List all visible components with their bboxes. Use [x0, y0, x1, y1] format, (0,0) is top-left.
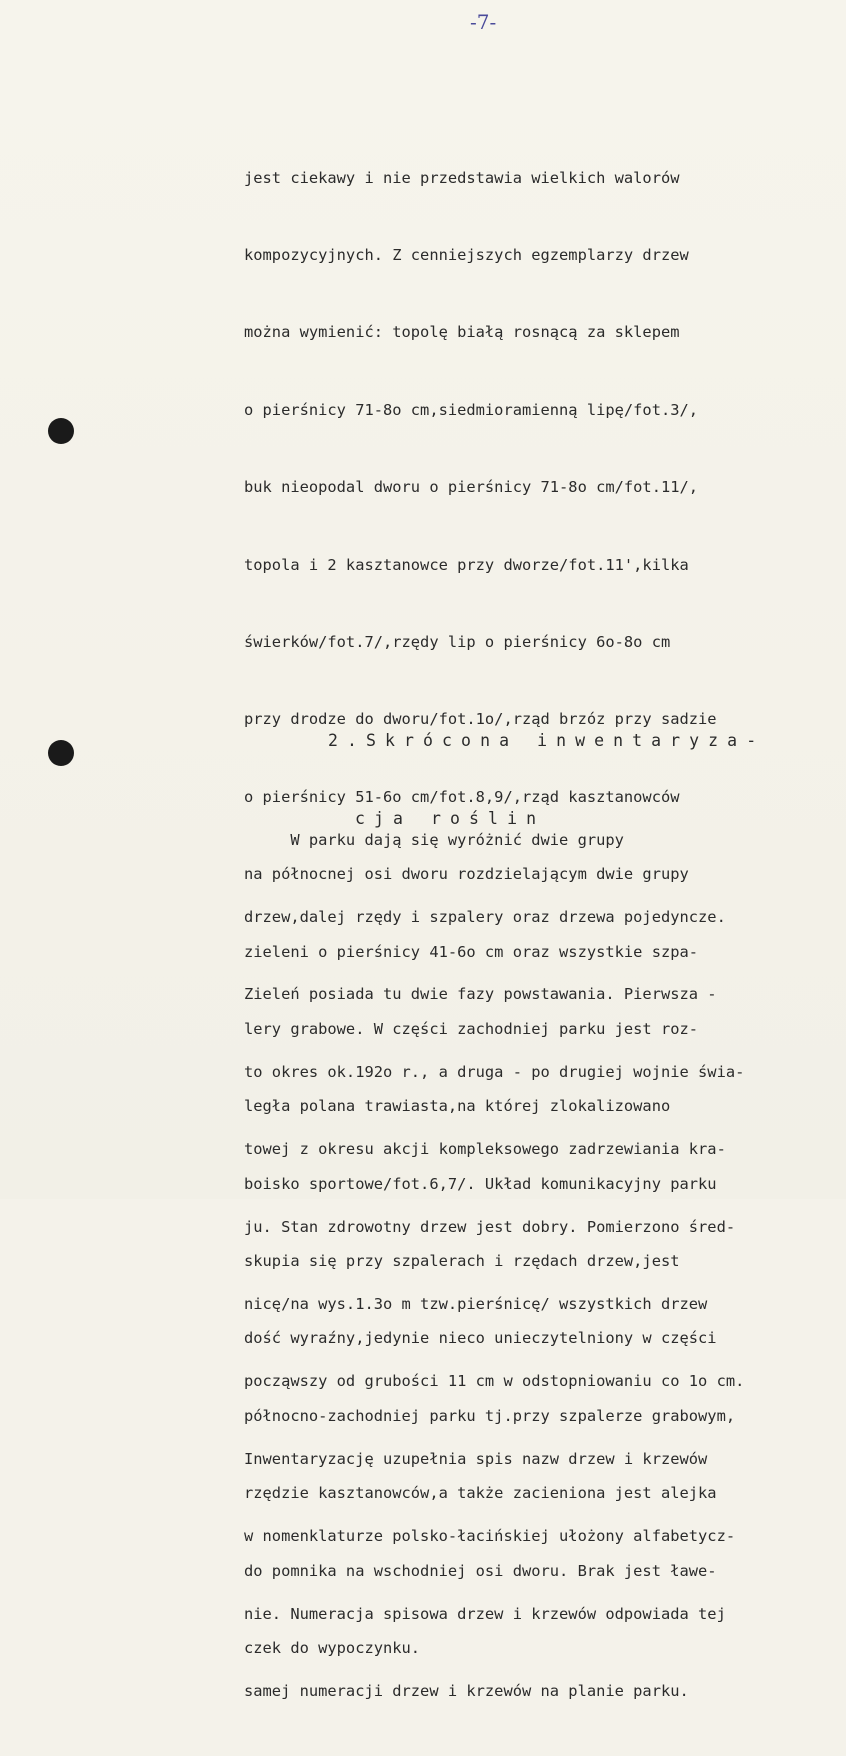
text-line: północno-zachodniej parku tj.przy szpalerze grabowym,: [244, 1406, 736, 1425]
text-line: boisko sportowe/fot.6,7/. Układ komunikacyjny parku: [244, 1174, 717, 1193]
text-line: skupia się przy szpalerach i rzędach drzew,jest: [244, 1252, 680, 1271]
text-line: kompozycyjnych. Z cenniejszych egzemplarzy drzew: [244, 245, 689, 264]
text-line: jest ciekawy i nie przedstawia wielkich walorów: [244, 168, 680, 187]
text-line: rzędzie kasztanowców,a także zacieniona jest alejka: [244, 1484, 717, 1503]
text-line: Zieleń posiada tu dwie fazy powstawania. Pierwsza -: [244, 985, 717, 1004]
text-line: samej numeracji drzew i krzewów na planie parku.: [244, 1681, 689, 1700]
text-line: do pomnika na wschodniej osi dworu. Brak jest ławe-: [244, 1561, 717, 1580]
text-line: o pierśnicy 71-8o cm,siedmioramienną lipę/fot.3/,: [244, 400, 699, 419]
text-line: nie. Numeracja spisowa drzew i krzewów odpowiada tej: [244, 1604, 726, 1623]
paragraph-inventory: [244, 776, 824, 1756]
text-line: legła polana trawiasta,na której zlokalizowano: [244, 1097, 671, 1116]
punch-hole-top: [48, 418, 74, 444]
text-line: dość wyraźny,jedynie nieco unieczytelniony w części: [244, 1329, 717, 1348]
text-line: topola i 2 kasztanowce przy dworze/fot.11',kilka: [244, 555, 689, 574]
text-line: przy drodze do dworu/fot.1o/,rząd brzóz przy sadzie: [244, 710, 717, 729]
text-line: drzew,dalej rzędy i szpalery oraz drzewa pojedyncze.: [244, 907, 726, 926]
text-line: buk nieopodal dworu o pierśnicy 71-8o cm/fot.11/,: [244, 478, 699, 497]
text-line: począwszy od grubości 11 cm w odstopniowaniu co 1o cm.: [244, 1372, 745, 1391]
text-line: świerków/fot.7/,rzędy lip o pierśnicy 6o-8o cm: [244, 632, 671, 651]
text-line: o pierśnicy 51-6o cm/fot.8,9/,rząd kasztanowców: [244, 787, 680, 806]
punch-hole-bottom: [48, 740, 74, 766]
text-line: lery grabowe. W części zachodniej parku jest roz-: [244, 1019, 699, 1038]
text-line: towej z okresu akcji kompleksowego zadrzewiania kra-: [244, 1140, 726, 1159]
text-line: to okres ok.192o r., a druga - po drugiej wojnie świa-: [244, 1062, 745, 1081]
text-line: w nomenklaturze polsko-łacińskiej ułożony alfabetycz-: [244, 1527, 736, 1546]
text-line: czek do wypoczynku.: [244, 1639, 421, 1658]
text-line: ju. Stan zdrowotny drzew jest dobry. Pomierzono śred-: [244, 1217, 736, 1236]
text-line: na północnej osi dworu rozdzielającym dwie grupy: [244, 865, 689, 884]
text-line: można wymienić: topolę białą rosnącą za sklepem: [244, 323, 680, 342]
heading-line: 2.Skrócona inwentaryza-: [328, 731, 766, 750]
text-line: W parku dają się wyróżnić dwie grupy: [244, 830, 624, 849]
heading-line: cja roślin: [355, 808, 546, 828]
text-line: zieleni o pierśnicy 41-6o cm oraz wszystkie szpa-: [244, 942, 699, 961]
page-number: -7-: [470, 10, 497, 34]
text-line: nicę/na wys.1.3o m tzw.pierśnicę/ wszystkich drzew: [244, 1294, 708, 1313]
text-line: Inwentaryzację uzupełnia spis nazw drzew i krzewów: [244, 1449, 708, 1468]
